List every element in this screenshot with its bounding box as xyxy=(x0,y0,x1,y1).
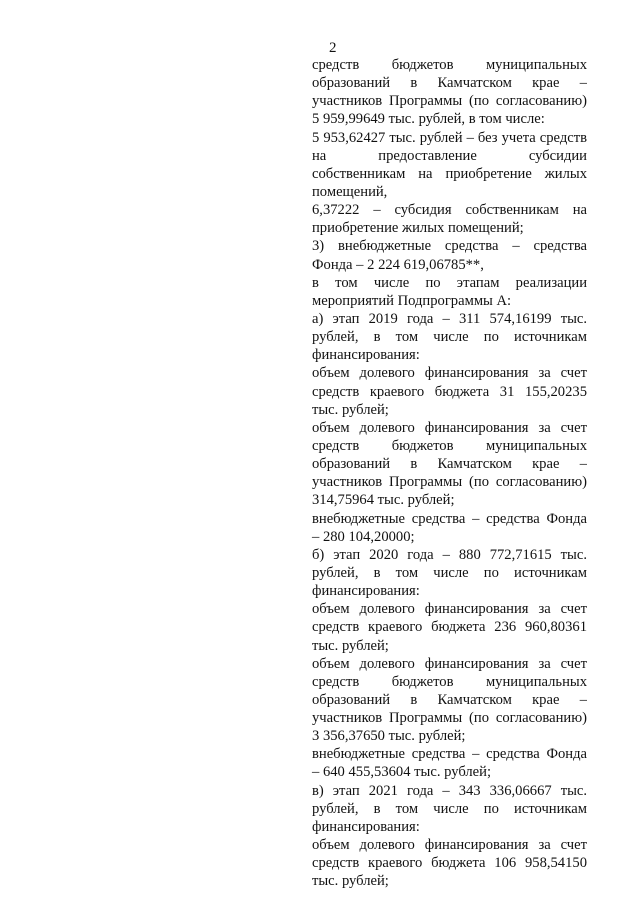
text-line: внебюджетные средства – средства Фонда xyxy=(312,510,587,527)
text-line: 5 953,62427 тыс. рублей – без учета средств xyxy=(312,129,587,146)
text-line: в) этап 2021 года – 343 336,06667 тыс. xyxy=(312,782,587,799)
text-line: участников Программы (по согласованию) xyxy=(312,93,587,110)
text-line: образований в Камчатском крае – xyxy=(312,456,587,473)
text-line: 3 356,37650 тыс. рублей; xyxy=(312,728,466,745)
document-text-block xyxy=(312,56,587,890)
text-line: 5 959,99649 тыс. рублей, в том числе: xyxy=(312,111,545,128)
text-line: средств краевого бюджета 31 155,20235 xyxy=(312,383,587,400)
text-line: средств бюджетов муниципальных xyxy=(312,673,587,690)
text-line: 6,37222 – субсидия собственникам на xyxy=(312,202,587,219)
text-line: помещений, xyxy=(312,183,388,200)
text-line: Фонда – 2 224 619,06785**, xyxy=(312,256,484,273)
text-line: приобретение жилых помещений; xyxy=(312,220,524,237)
text-line: на предоставление субсидии xyxy=(312,147,587,164)
text-line: рублей, в том числе по источникам xyxy=(312,564,587,581)
text-line: объем долевого финансирования за счет xyxy=(312,655,587,672)
text-line: объем долевого финансирования за счет xyxy=(312,419,587,436)
text-line: 3) внебюджетные средства – средства xyxy=(312,238,587,255)
text-line: финансирования: xyxy=(312,583,420,600)
text-line: участников Программы (по согласованию) xyxy=(312,710,587,727)
text-line: средств краевого бюджета 106 958,54150 xyxy=(312,855,587,872)
text-line: средств бюджетов муниципальных xyxy=(312,437,587,454)
text-line: объем долевого финансирования за счет xyxy=(312,601,587,618)
page-number: 2 xyxy=(329,40,337,56)
text-line: собственникам на приобретение жилых xyxy=(312,165,587,182)
text-line: тыс. рублей; xyxy=(312,873,389,890)
text-line: участников Программы (по согласованию) xyxy=(312,474,587,491)
text-line: тыс. рублей; xyxy=(312,637,389,654)
text-line: средств краевого бюджета 236 960,80361 xyxy=(312,619,587,636)
text-line: а) этап 2019 года – 311 574,16199 тыс. xyxy=(312,310,587,327)
text-line: объем долевого финансирования за счет xyxy=(312,365,587,382)
text-line: тыс. рублей; xyxy=(312,401,389,418)
text-line: б) этап 2020 года – 880 772,71615 тыс. xyxy=(312,546,587,563)
text-line: – 280 104,20000; xyxy=(312,528,415,545)
text-line: объем долевого финансирования за счет xyxy=(312,837,587,854)
text-line: – 640 455,53604 тыс. рублей; xyxy=(312,764,492,781)
text-line: рублей, в том числе по источникам xyxy=(312,800,587,817)
text-line: рублей, в том числе по источникам xyxy=(312,329,587,346)
text-line: финансирования: xyxy=(312,347,420,364)
text-line: финансирования: xyxy=(312,818,420,835)
text-line: мероприятий Подпрограммы А: xyxy=(312,292,512,309)
text-line: внебюджетные средства – средства Фонда xyxy=(312,746,587,763)
text-line: средств бюджетов муниципальных xyxy=(312,57,587,73)
text-line: образований в Камчатском крае – xyxy=(312,75,587,92)
text-line: 314,75964 тыс. рублей; xyxy=(312,492,455,509)
text-line: в том числе по этапам реализации xyxy=(312,274,587,291)
text-line: образований в Камчатском крае – xyxy=(312,691,587,708)
